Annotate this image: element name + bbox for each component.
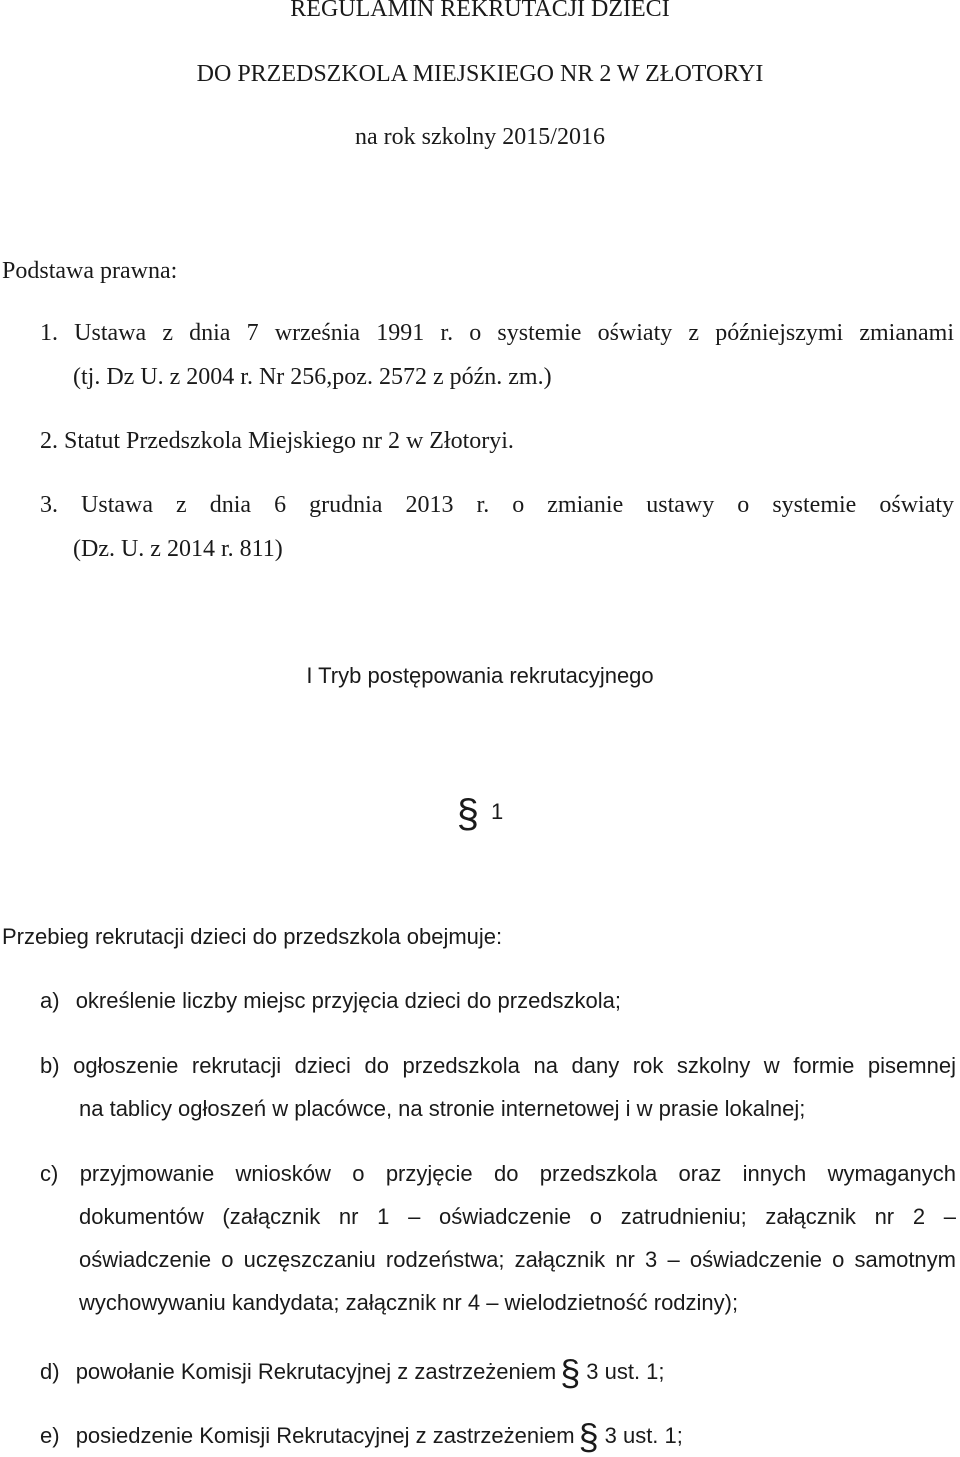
legal-basis-item-2-text: Statut Przedszkola Miejskiego nr 2 w Złotoryi. (64, 428, 514, 454)
content-item-c-line-1 (40, 1160, 956, 1188)
content-item-c-text-1: przyjmowanie wniosków o przyjęcie do przedszkola oraz innych wymaganych (79, 1161, 956, 1186)
content-item-e (40, 1416, 683, 1457)
content-item-a (40, 987, 621, 1015)
content-item-e-text: posiedzenie Komisji Rekrutacyjnej z zastrzeżeniem (75, 1423, 575, 1448)
section-symbol: § (456, 792, 479, 836)
chapter-title: I Tryb postępowania rekrutacyjnego (306, 663, 654, 688)
legal-basis-heading: Podstawa prawna: (2, 258, 178, 284)
content-item-e-letter: e) (40, 1423, 60, 1448)
content-item-c-letter: c) (40, 1161, 59, 1186)
document-title-line-2: DO PRZEDSZKOLA MIEJSKIEGO NR 2 W ZŁOTORYI (196, 61, 764, 87)
content-item-a-text: określenie liczby miejsc przyjęcia dzieci do przedszkola; (75, 988, 622, 1013)
content-item-e-reference: 3 ust. 1; (604, 1423, 683, 1448)
section-marker (0, 794, 960, 834)
content-item-a-letter: a) (40, 988, 60, 1013)
content-intro: Przebieg rekrutacji dzieci do przedszkola obejmuje: (2, 924, 503, 949)
legal-basis-item-1-line-2: (tj. Dz U. z 2004 r. Nr 256,poz. 2572 z późn. zm.) (73, 364, 552, 390)
legal-basis-item-3-text: Ustawa z dnia 6 grudnia 2013 r. o zmianie ustawy o systemie oświaty (81, 492, 955, 518)
legal-basis-item-1-text: Ustawa z dnia 7 września 1991 r. o systemie oświaty z późniejszymi zmianami (74, 320, 954, 346)
content-item-d-reference: 3 ust. 1; (586, 1359, 665, 1384)
content-item-c-line-2: dokumentów (załącznik nr 1 – oświadczenie o zatrudnieniu; załącznik nr 2 – (79, 1204, 956, 1229)
document-title-line-1: REGULAMIN REKRUTACJI DZIECI (290, 0, 670, 22)
content-item-e-section-symbol: § (578, 1416, 599, 1457)
content-item-c-line-3: oświadczenie o uczęszczaniu rodzeństwa; załącznik nr 3 – oświadczenie o samotnym (79, 1247, 956, 1272)
content-item-b-text-1: ogłoszenie rekrutacji dzieci do przedszkola na dany rok szkolny w formie pisemnej (73, 1053, 956, 1078)
legal-basis-item-2 (40, 426, 514, 456)
legal-basis-item-3-line-2: (Dz. U. z 2014 r. 811) (73, 536, 283, 562)
document-title-line-3: na rok szkolny 2015/2016 (355, 124, 605, 150)
section-number: 1 (491, 799, 504, 824)
content-item-d-section-symbol: § (560, 1352, 581, 1393)
content-item-b-line-2: na tablicy ogłoszeń w placówce, na stronie internetowej i w prasie lokalnej; (79, 1096, 806, 1121)
content-item-d-text: powołanie Komisji Rekrutacyjnej z zastrzeżeniem (75, 1359, 557, 1384)
legal-basis-item-3-number: 3. (40, 492, 58, 518)
content-item-d-letter: d) (40, 1359, 60, 1384)
legal-basis-item-3-line-1 (40, 490, 954, 520)
content-item-d (40, 1352, 665, 1393)
content-item-c-line-4: wychowywaniu kandydata; załącznik nr 4 – wielodzietność rodziny); (79, 1290, 739, 1315)
legal-basis-item-1-number: 1. (40, 320, 58, 346)
content-item-b-letter: b) (40, 1053, 60, 1078)
content-item-b-line-1 (40, 1052, 956, 1080)
legal-basis-item-2-number: 2. (40, 428, 58, 454)
legal-basis-item-1-line-1 (40, 318, 954, 348)
